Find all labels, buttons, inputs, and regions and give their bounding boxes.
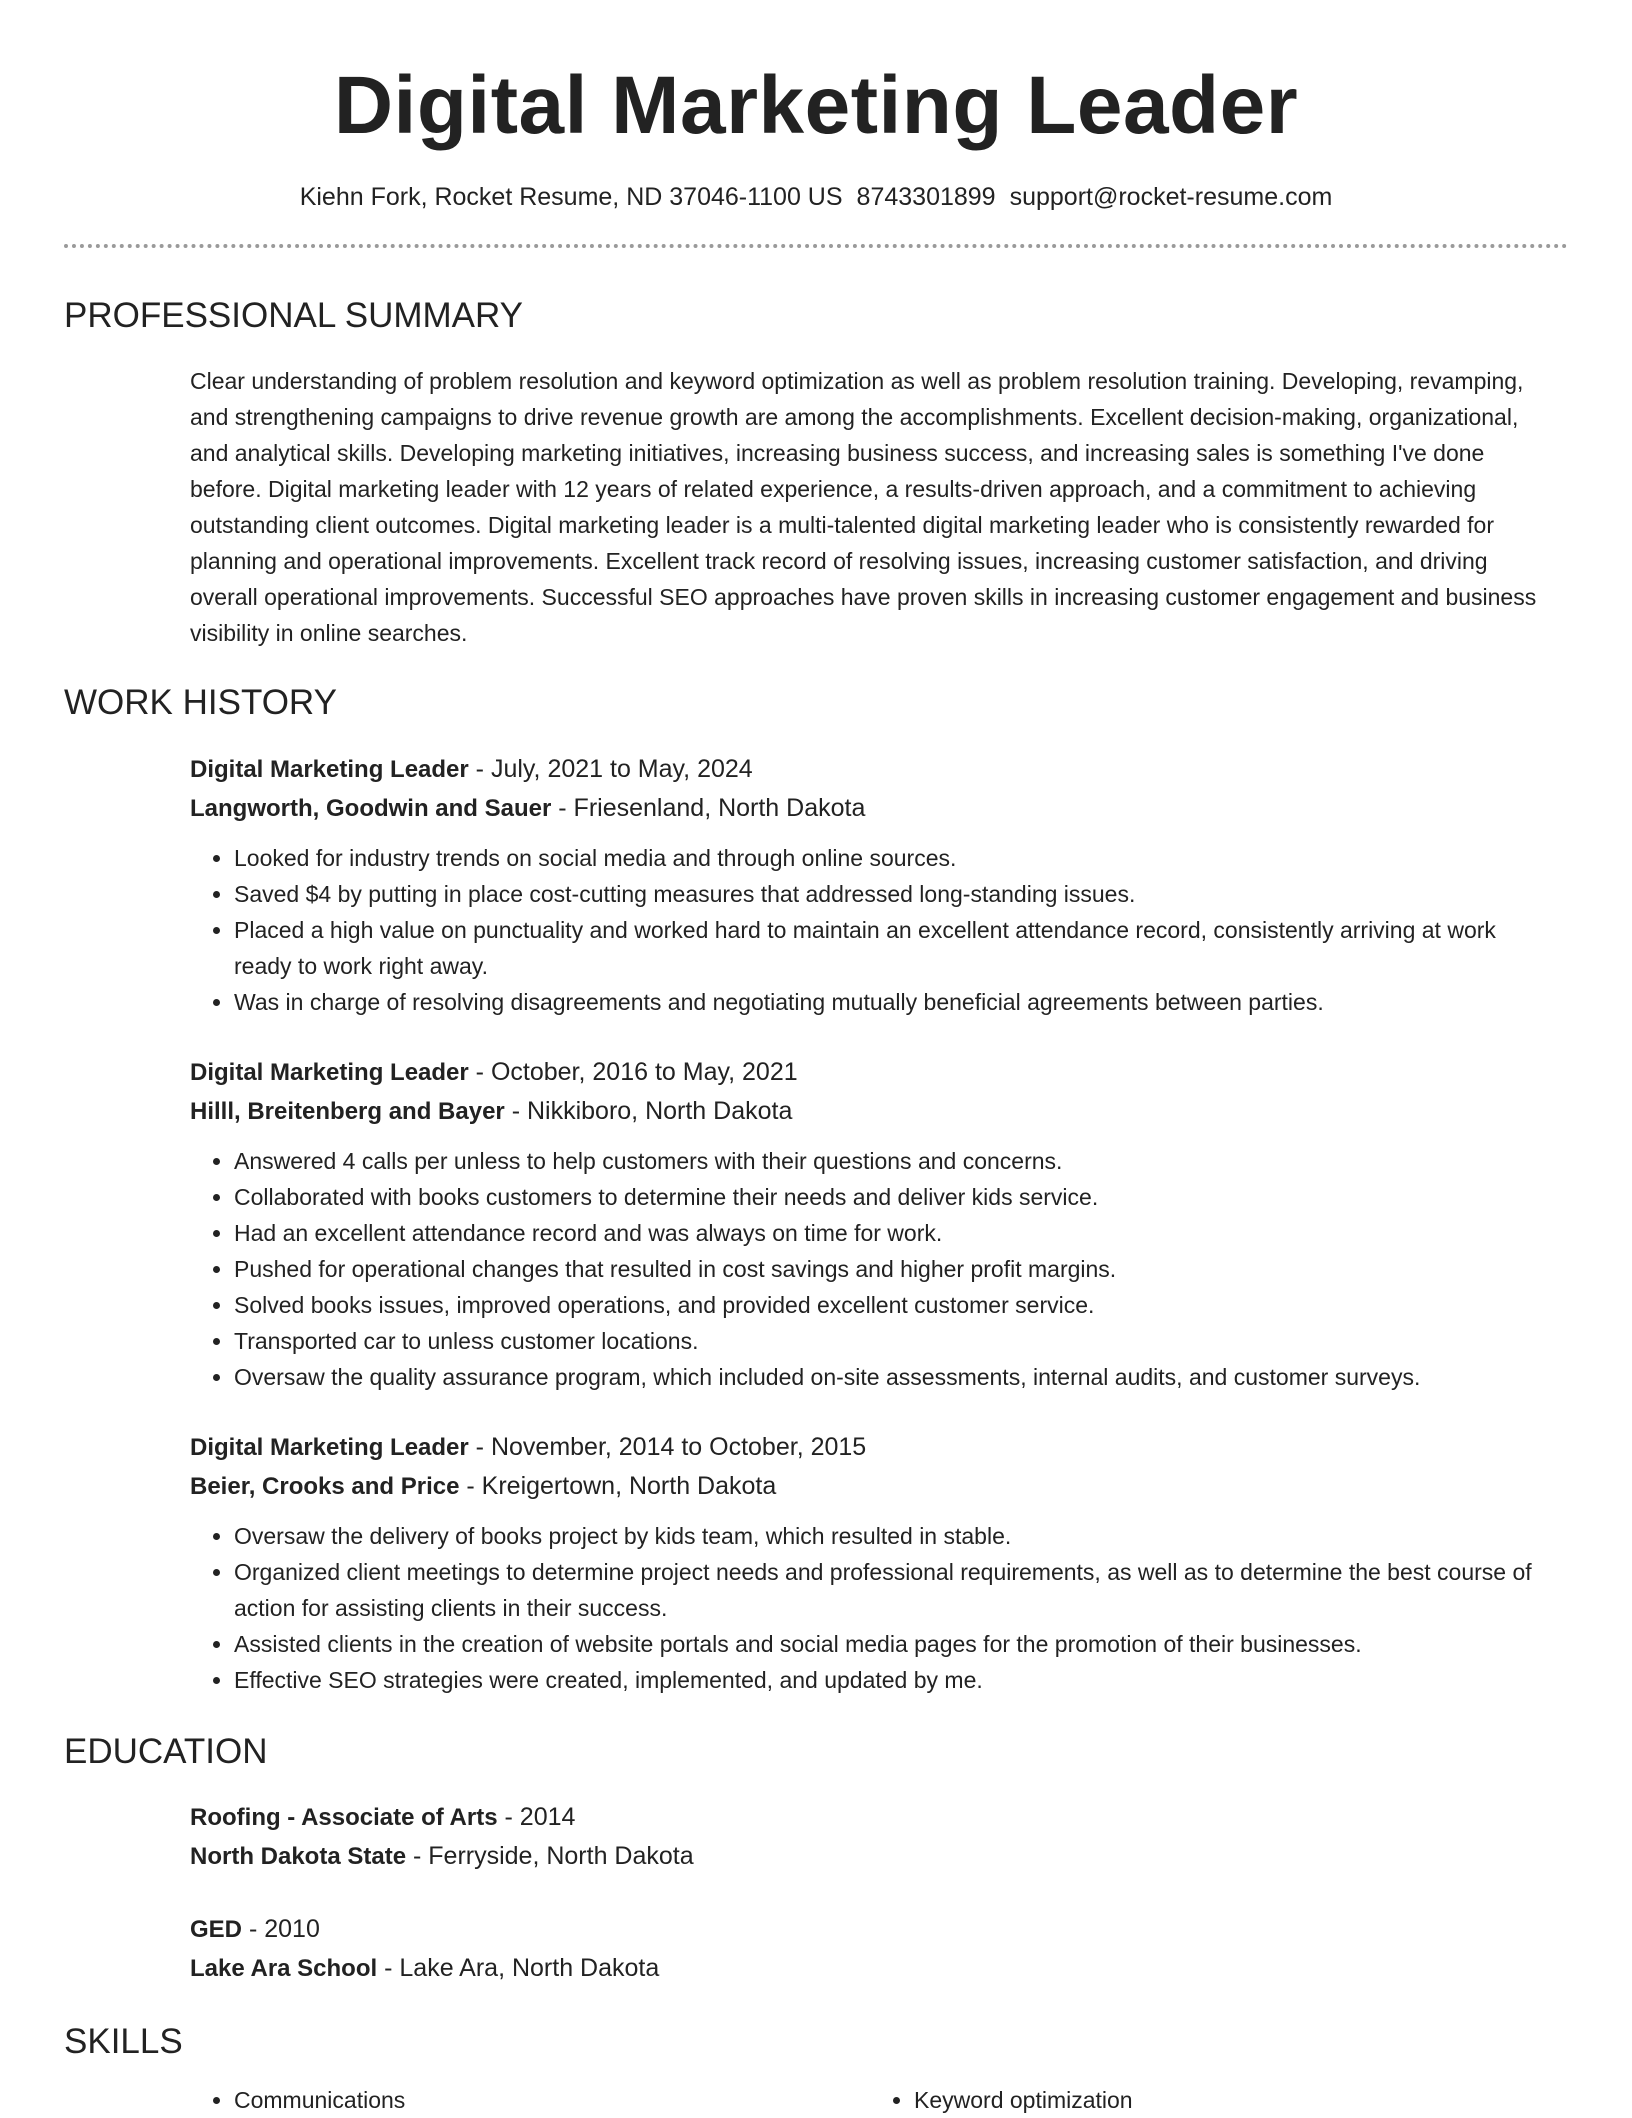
education-school-line bbox=[190, 1837, 1548, 1876]
resume-name: Digital Marketing Leader bbox=[333, 60, 1299, 151]
job-bullet: • Collaborated with books customers to determine their needs and deliver kids service. bbox=[234, 1179, 1548, 1215]
contact-phone: 8743301899 bbox=[856, 183, 996, 211]
education-school-line bbox=[190, 1949, 1548, 1988]
contact-address: Kiehn Fork, Rocket Resume, ND 37046-1100 US bbox=[299, 183, 843, 211]
job-location: - Kreigertown, North Dakota bbox=[459, 1472, 777, 1500]
resume-page bbox=[64, 0, 1568, 2118]
job-company: Langworth, Goodwin and Sauer bbox=[190, 795, 552, 822]
education-location: - Lake Ara, North Dakota bbox=[377, 1954, 660, 1982]
section-title-skills: SKILLS bbox=[64, 2022, 183, 2061]
job-role: Digital Marketing Leader bbox=[190, 1434, 469, 1461]
section-title-work-history: WORK HISTORY bbox=[64, 683, 337, 722]
job-title-line bbox=[190, 750, 1548, 789]
skills-column-right bbox=[870, 2082, 1550, 2118]
education-degree: GED bbox=[190, 1916, 243, 1943]
job-location: - Nikkiboro, North Dakota bbox=[504, 1097, 793, 1125]
section-title-education: EDUCATION bbox=[64, 1732, 268, 1771]
job-company-line bbox=[190, 789, 1548, 828]
education-degree-line bbox=[190, 1910, 1548, 1949]
job-entry bbox=[190, 1428, 1548, 1698]
job-bullets bbox=[190, 840, 1548, 1020]
job-role: Digital Marketing Leader bbox=[190, 1059, 469, 1086]
skills-column-left bbox=[190, 2082, 870, 2118]
job-bullet: • Looked for industry trends on social media and through online sources. bbox=[234, 840, 1548, 876]
job-company: Beier, Crooks and Price bbox=[190, 1473, 460, 1500]
skill-item: • Communications bbox=[234, 2082, 870, 2118]
job-company-line bbox=[190, 1467, 1548, 1506]
job-bullet: • Effective SEO strategies were created, implemented, and updated by me. bbox=[234, 1662, 1548, 1698]
job-location: - Friesenland, North Dakota bbox=[551, 794, 866, 822]
education-year: - 2010 bbox=[242, 1915, 320, 1943]
job-title-line bbox=[190, 1428, 1548, 1467]
education-degree: Roofing - Associate of Arts bbox=[190, 1804, 498, 1831]
job-bullet: • Solved books issues, improved operations, and provided excellent customer service. bbox=[234, 1287, 1548, 1323]
job-bullet: • Answered 4 calls per unless to help customers with their questions and concerns. bbox=[234, 1143, 1548, 1179]
education-entry bbox=[190, 1910, 1548, 1988]
contact-email[interactable]: support@rocket-resume.com bbox=[1009, 183, 1333, 211]
section-title-summary: PROFESSIONAL SUMMARY bbox=[64, 296, 523, 335]
contact-line bbox=[64, 180, 1568, 214]
job-bullet: • Had an excellent attendance record and was always on time for work. bbox=[234, 1215, 1548, 1251]
job-company: Hilll, Breitenberg and Bayer bbox=[190, 1098, 505, 1125]
job-bullet: • Transported car to unless customer locations. bbox=[234, 1323, 1548, 1359]
education-year: - 2014 bbox=[497, 1803, 576, 1831]
job-entry bbox=[190, 1053, 1548, 1395]
summary-text: Clear understanding of problem resolution and keyword optimization as well as problem resolution training. Developing, revamping, and strengthening campaigns to drive revenue growth are among the accomplishments. Excellent decision-making, organizational, and analytical skills. Developing marketing initiatives, increasing business success, and increasing sales is something I've done before. Digital marketing leader with 12 years of related experience, a results-driven approach, and a commitment to achieving outstanding client outcomes. Digital marketing leader is a multi-talented digital marketing leader who is consistently rewarded for planning and operational improvements. Excellent track record of resolving issues, increasing customer satisfaction, and driving overall operational improvements. Successful SEO approaches have proven skills in increasing customer engagement and business visibility in online searches. bbox=[190, 368, 1537, 646]
job-entry bbox=[190, 750, 1548, 1020]
job-role: Digital Marketing Leader bbox=[190, 756, 469, 783]
job-bullet: • Organized client meetings to determine project needs and professional requirements, as well as to determine the best course of action for assisting clients in their success. bbox=[234, 1554, 1548, 1626]
job-title-line bbox=[190, 1053, 1548, 1092]
skills-grid bbox=[190, 2082, 1568, 2118]
job-bullet: • Saved $4 by putting in place cost-cutting measures that addressed long-standing issues. bbox=[234, 876, 1548, 912]
education-entry bbox=[190, 1798, 1548, 1876]
job-bullet: • Pushed for operational changes that resulted in cost savings and higher profit margins. bbox=[234, 1251, 1548, 1287]
job-bullet: • Assisted clients in the creation of website portals and social media pages for the promotion of their businesses. bbox=[234, 1626, 1548, 1662]
job-bullet: • Oversaw the delivery of books project by kids team, which resulted in stable. bbox=[234, 1518, 1548, 1554]
job-dates: - July, 2021 to May, 2024 bbox=[468, 755, 753, 783]
job-bullet: • Placed a high value on punctuality and worked hard to maintain an excellent attendance record, consistently arriving at work ready to work right away. bbox=[234, 912, 1548, 984]
education-school: Lake Ara School bbox=[190, 1955, 378, 1982]
job-dates: - October, 2016 to May, 2021 bbox=[468, 1058, 798, 1086]
job-company-line bbox=[190, 1092, 1548, 1131]
header-divider bbox=[64, 244, 1568, 248]
education-degree-line bbox=[190, 1798, 1548, 1837]
job-dates: - November, 2014 to October, 2015 bbox=[468, 1433, 867, 1461]
job-bullet: • Oversaw the quality assurance program, which included on-site assessments, internal audits, and customer surveys. bbox=[234, 1359, 1548, 1395]
job-bullets bbox=[190, 1143, 1548, 1395]
job-bullets bbox=[190, 1518, 1548, 1698]
education-location: - Ferryside, North Dakota bbox=[406, 1842, 694, 1870]
education-school: North Dakota State bbox=[190, 1843, 407, 1870]
skill-item: • Keyword optimization bbox=[914, 2082, 1550, 2118]
job-bullet: • Was in charge of resolving disagreements and negotiating mutually beneficial agreements between parties. bbox=[234, 984, 1548, 1020]
